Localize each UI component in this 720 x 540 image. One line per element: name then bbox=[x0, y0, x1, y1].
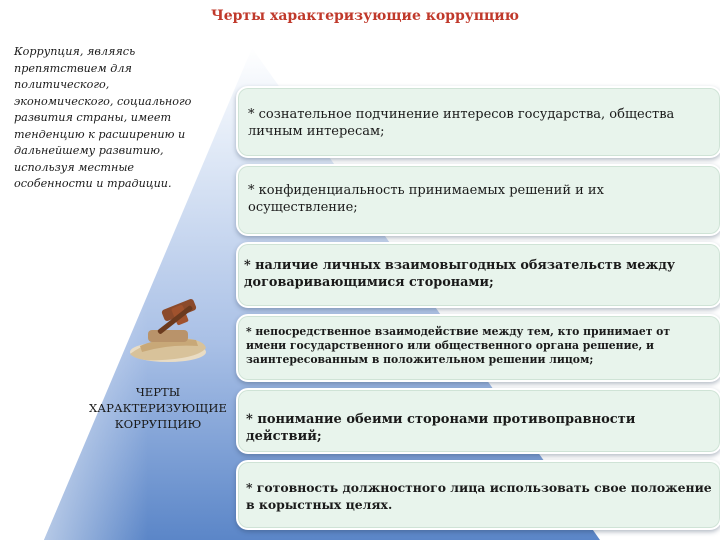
feature-card-3 bbox=[236, 242, 720, 308]
feature-text: * понимание обеими сторонами противоправности действий; bbox=[246, 412, 636, 444]
feature-card-2 bbox=[236, 164, 720, 236]
feature-card-6 bbox=[236, 460, 720, 530]
feature-text: * сознательное подчинение интересов государства, общества личным интересам; bbox=[248, 107, 675, 139]
feature-text: * наличие личных взаимовыгодных обязательств между договаривающимися сторонами; bbox=[244, 258, 676, 290]
slide-title: Черты характеризующие коррупцию bbox=[210, 8, 520, 24]
feature-text: * непосредственное взаимодействие между тем, кто принимает от имени государственного или общественного органа решение, и заинтересованным в положительном решении лицом; bbox=[246, 325, 671, 366]
gavel-icon bbox=[118, 296, 214, 372]
feature-text: * готовность должностного лица использовать свое положение в корыстных целях. bbox=[246, 480, 712, 512]
intro-text: Коррупция, являясь препятствием для политического, экономического, социального развития страны, имеет тенденцию к расширению и дальнейшему развитию, используя местные особенности и традиции. bbox=[14, 45, 192, 190]
feature-card-5 bbox=[236, 388, 720, 454]
feature-card-4 bbox=[236, 314, 720, 382]
feature-card-1 bbox=[236, 86, 720, 158]
feature-text: * конфиденциальность принимаемых решений и их осуществление; bbox=[248, 183, 604, 215]
base-label: ЧЕРТЫ ХАРАКТЕРИЗУЮЩИЕ КОРРУПЦИЮ bbox=[89, 385, 227, 431]
